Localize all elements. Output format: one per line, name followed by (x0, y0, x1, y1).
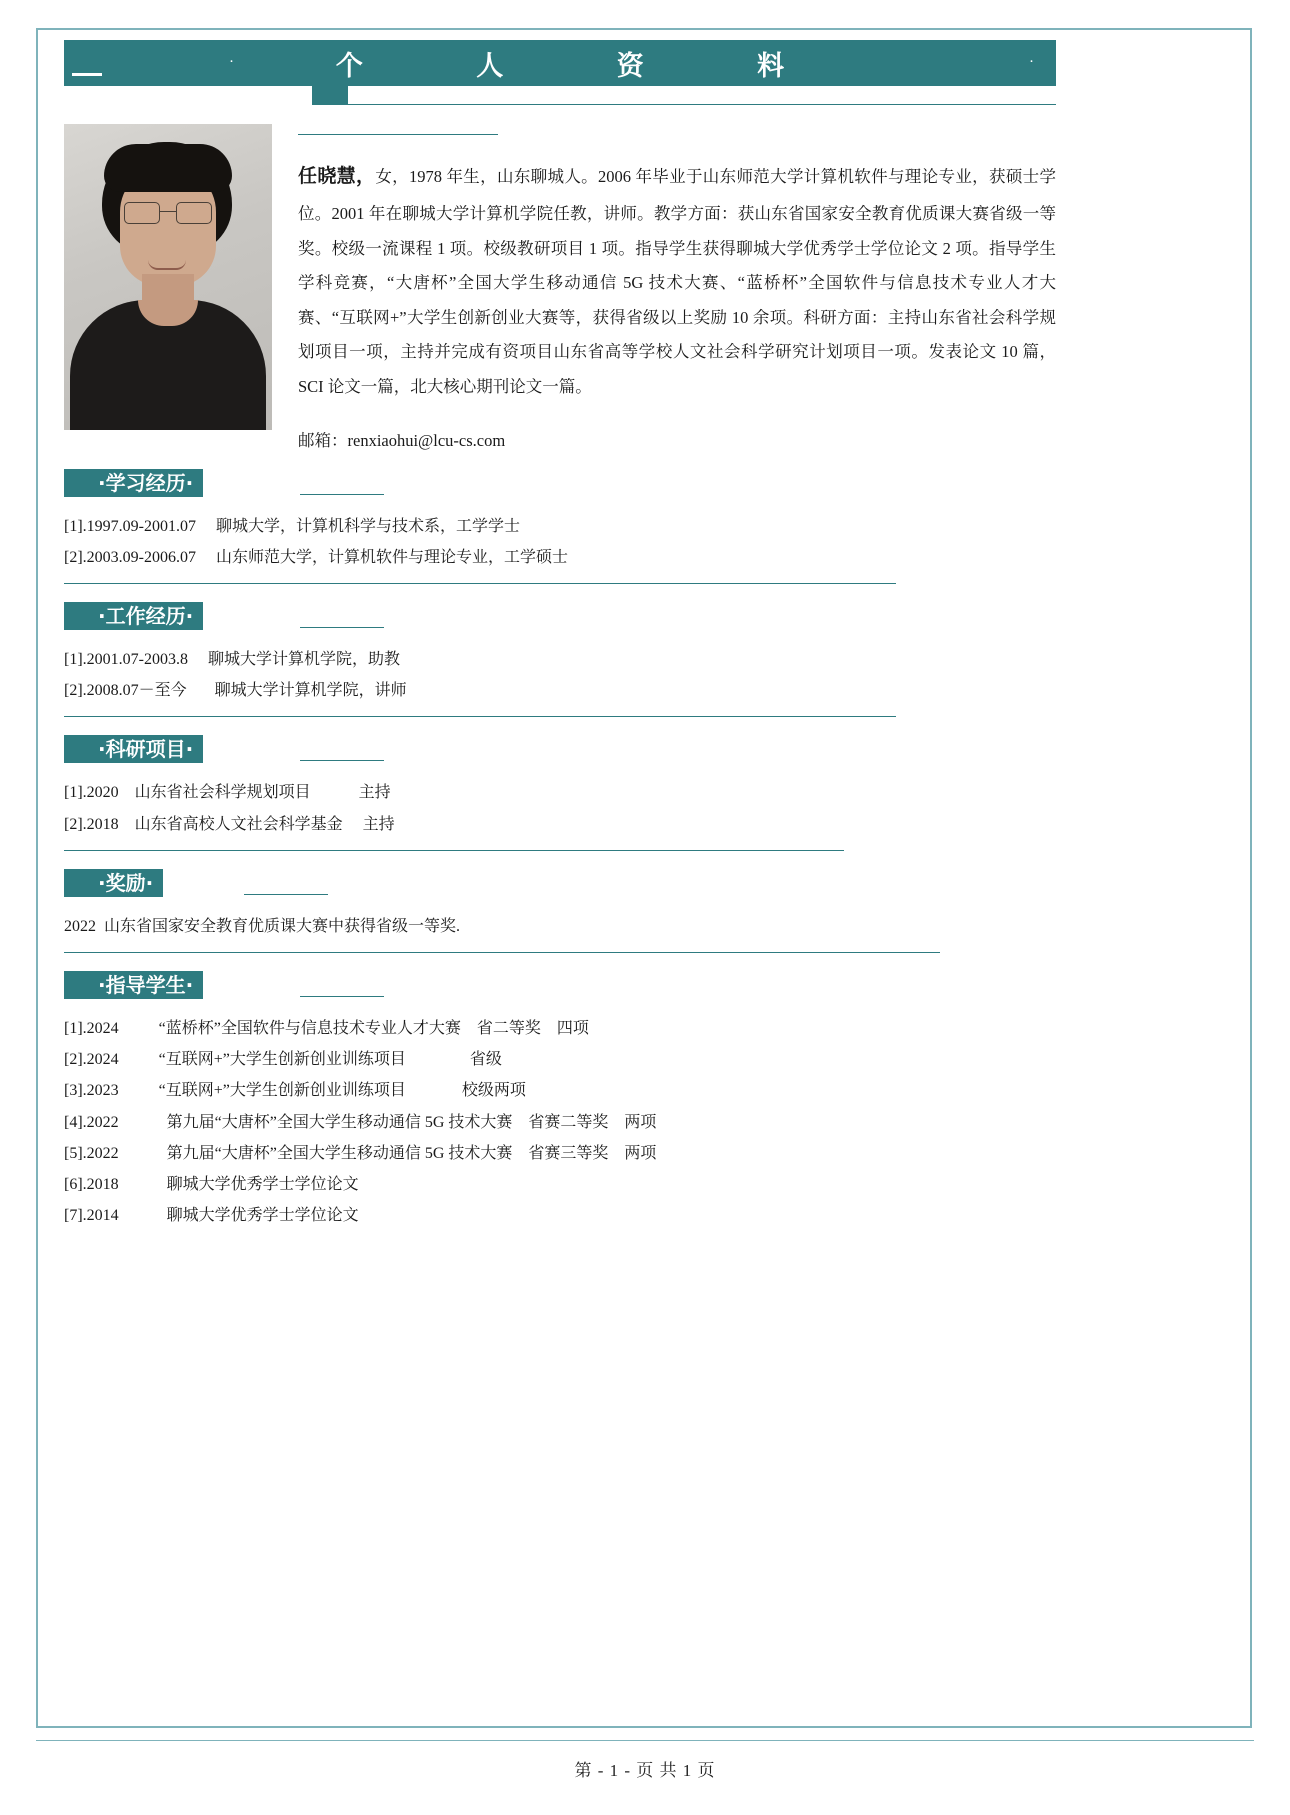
section-header-research (64, 735, 1056, 769)
title-underline (64, 86, 1056, 112)
list-item: [7].2014 聊城大学优秀学士学位论文 (64, 1207, 359, 1225)
section-work (64, 602, 1056, 717)
section-education (64, 469, 1056, 584)
section-divider-work (64, 716, 896, 717)
section-divider-awards (64, 952, 940, 953)
section-title-education: ·学习经历· (64, 469, 203, 497)
section-body-research (64, 777, 1056, 839)
document-content (64, 40, 1056, 1231)
list-item: [6].2018 聊城大学优秀学士学位论文 (64, 1175, 359, 1193)
list-item: [2].2008.07－至今 聊城大学计算机学院，讲师 (64, 682, 407, 700)
list-item: 2022 山东省国家安全教育优质课大赛中获得省级一等奖. (64, 917, 461, 935)
section-title-student-mentoring: ·指导学生· (64, 971, 203, 999)
title-dot-left: · (229, 54, 234, 70)
page-number: 第 - 1 - 页 共 1 页 (574, 1761, 716, 1780)
section-rule-research (300, 760, 384, 761)
email-value[interactable]: renxiaohui@lcu-cs.com (347, 430, 506, 450)
list-item: [1].2001.07-2003.8 聊城大学计算机学院，助教 (64, 651, 400, 669)
section-header-student-mentoring (64, 971, 1056, 1005)
profile-block (64, 124, 1056, 451)
bio-text: 女，1978 年生，山东聊城人。2006 年毕业于山东师范大学计算机软件与理论专业，获硕士学位。2001 年在聊城大学计算机学院任教，讲师。教学方面：获山东省国家安全教育优质课大赛省级一等奖。校级一流课程 1 项。校级教研项目 1 项。指导学生获得聊城大学优秀学士学位论文 2 项。指导学生学科竞赛，“大唐杯”全国大学生移动通信 5G 技术大赛、“蓝桥杯”全国软件与信息技术专业人才大赛、“互联网+”大学生创新创业大赛等，获得省级以上奖励 10 余项。科研方面：主持山东省社会科学规划项目一项，主持并完成有资项目山东省高等学校人文社会科学研究计划项目一项。发表论文 10 篇，SCI 论文一篇，北大核心期刊论文一篇。 (298, 167, 1056, 397)
section-rule-awards (244, 894, 328, 895)
list-item: [2].2018 山东省高校人文社会科学基金 主持 (64, 815, 395, 833)
email-line (298, 427, 1056, 451)
page-title: 个 人 资 料 (335, 50, 837, 82)
email-label: 邮箱： (298, 430, 348, 450)
section-research (64, 735, 1056, 850)
bio-paragraph (298, 157, 1056, 405)
portrait-glasses (122, 202, 214, 222)
person-name: 任晓慧， (298, 165, 376, 187)
section-rule-student-mentoring (300, 996, 384, 997)
section-student-mentoring (64, 971, 1056, 1231)
title-underscore-mark (72, 50, 102, 76)
section-header-education (64, 469, 1056, 503)
section-title-research: ·科研项目· (64, 735, 203, 763)
section-header-awards (64, 869, 1056, 903)
section-body-work (64, 644, 1056, 706)
list-item: [1].2020 山东省社会科学规划项目 主持 (64, 784, 391, 802)
title-dot-right: · (1029, 54, 1034, 70)
section-title-work: ·工作经历· (64, 602, 203, 630)
bio-block (272, 124, 1056, 451)
bio-top-rule (298, 134, 498, 135)
title-underline-stub (312, 86, 348, 104)
section-rule-work (300, 627, 384, 628)
page-footer (0, 1756, 1290, 1781)
section-rule-education (300, 494, 384, 495)
list-item: [2].2024 “互联网+”大学生创新创业训练项目 省级 (64, 1051, 502, 1069)
list-item: [4].2022 第九届“大唐杯”全国大学生移动通信 5G 技术大赛 省赛二等奖 两项 (64, 1113, 657, 1131)
list-item: [3].2023 “互联网+”大学生创新创业训练项目 校级两项 (64, 1082, 526, 1100)
section-body-student-mentoring (64, 1013, 1056, 1231)
section-body-education (64, 511, 1056, 573)
title-underline-rule (312, 104, 1056, 105)
document-title-banner (64, 40, 1056, 86)
footer-rule (36, 1740, 1254, 1741)
list-item: [1].2024 “蓝桥杯”全国软件与信息技术专业人才大赛 省二等奖 四项 (64, 1020, 589, 1038)
list-item: [1].1997.09-2001.07 聊城大学，计算机科学与技术系，工学学士 (64, 517, 520, 535)
portrait-mouth (148, 260, 186, 270)
list-item: [2].2003.09-2006.07 山东师范大学，计算机软件与理论专业，工学硕士 (64, 548, 568, 566)
portrait-fringe (104, 144, 232, 192)
section-awards (64, 869, 1056, 953)
portrait-photo (64, 124, 272, 430)
section-body-awards (64, 911, 1056, 942)
section-header-work (64, 602, 1056, 636)
section-divider-education (64, 583, 896, 584)
list-item: [5].2022 第九届“大唐杯”全国大学生移动通信 5G 技术大赛 省赛三等奖 两项 (64, 1144, 657, 1162)
section-divider-research (64, 850, 844, 851)
section-title-awards: ·奖励· (64, 869, 163, 897)
